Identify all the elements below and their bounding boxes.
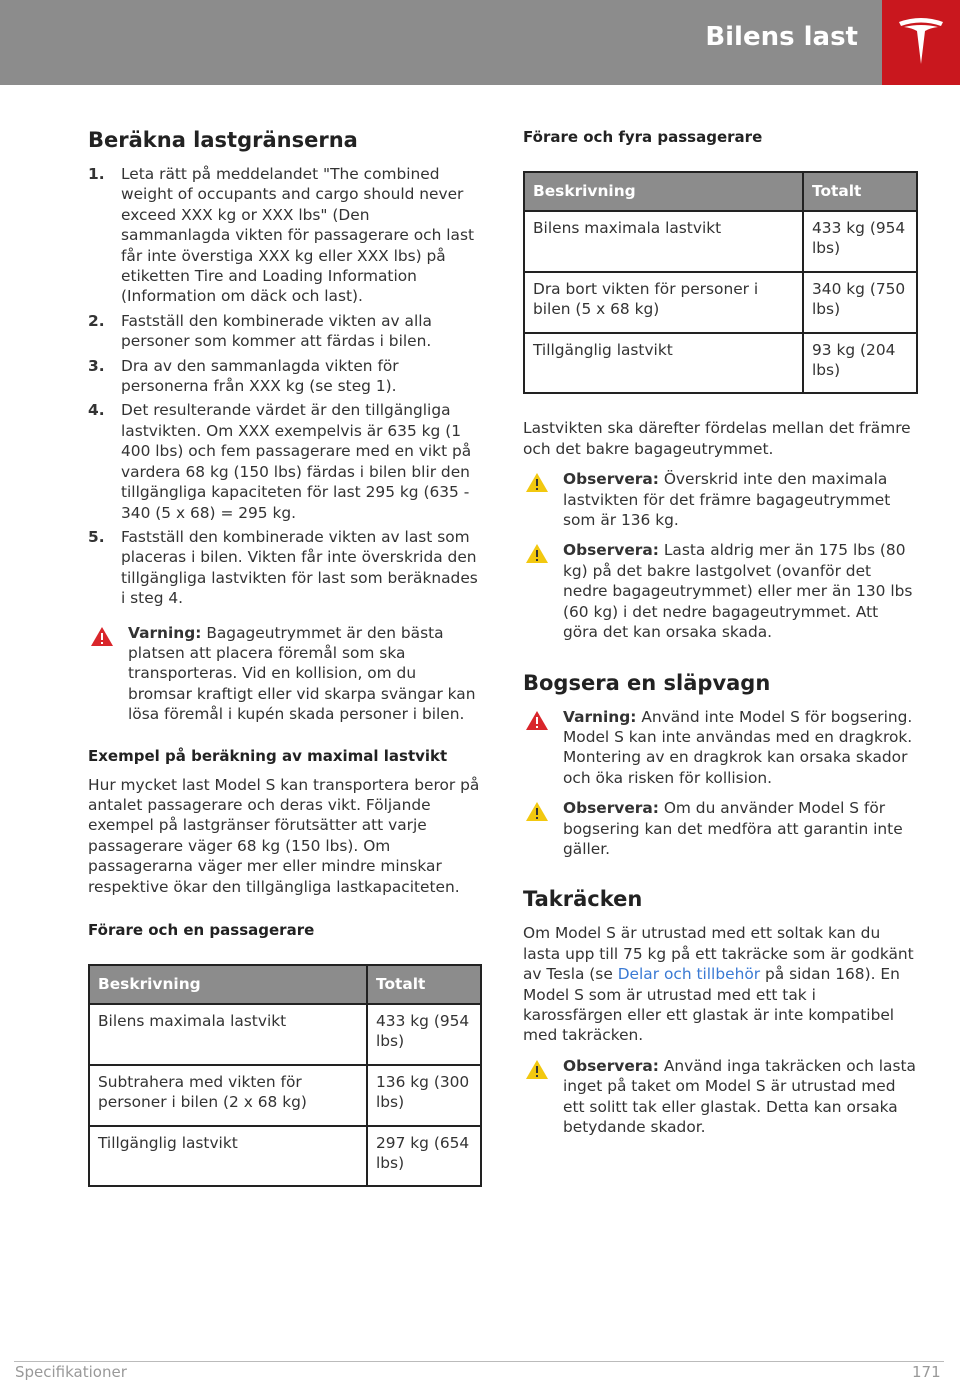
table-header: Totalt — [803, 172, 917, 211]
footer-section: Specifikationer — [15, 1363, 127, 1381]
table-header: Beskrivning — [524, 172, 803, 211]
table-heading-four-passengers: Förare och fyra passagerare — [523, 128, 763, 146]
footer-divider — [14, 1361, 944, 1362]
note-callout: Observera: Om du använder Model S för bogsering kan det medföra att garantin inte gäller. — [523, 798, 918, 859]
caution-icon — [525, 543, 549, 564]
page-number: 171 — [912, 1363, 941, 1381]
note-callout: Observera: Använd inga takräcken och lasta inget på taket om Model S är utrustad med ett solitt tak eller glastak. Detta kan orsaka betydande skador. — [523, 1056, 918, 1138]
example-heading: Exempel på beräkning av maximal lastvikt — [88, 746, 448, 765]
note-callout: Observera: Lasta aldrig mer än 175 lbs (80 kg) på det bakre lastgolvet (ovanför det nedre bagageutrymmet) eller mer än 130 lbs (60 kg) i det nedre bagageutrymmet. Att göra det kan orsaka skada. — [523, 540, 918, 642]
table-row: Tillgänglig lastvikt 93 kg (204 lbs) — [524, 333, 917, 394]
page-title: Bilens last — [705, 22, 858, 52]
list-item: 4. Det resulterande värdet är den tillgängliga lastvikten. Om XXX exempelvis är 635 kg (1 400 lbs) och fem passagerare med en vikt på vardera 68 kg (150 lbs) färdas i bilen blir den tillgängliga kapaciteten för last 295 kg (635 - 340 (5 x 68) = 295 kg. — [88, 401, 472, 522]
note-callout: Observera: Överskrid inte den maximala lastvikten för det främre bagageutrymmet som är 136 kg. — [523, 469, 918, 530]
left-column — [88, 128, 480, 1187]
table-row: Tillgänglig lastvikt 297 kg (654 lbs) — [89, 1126, 481, 1187]
example-text: Hur mycket last Model S kan transportera beror på antalet passagerare och deras vikt. Följande exempel på lastgränser förutsätter att varje passagerare väger 68 kg (150 lbs). Om passagerarna väger mer eller mindre minskar respektive ökar den tillgängliga lastkapaciteten. — [88, 775, 480, 896]
list-item: 2. Fastställ den kombinerade vikten av alla personer som kommer att färdas i bilen. — [88, 311, 432, 351]
roof-text: Om Model S är utrustad med ett soltak kan du lasta upp till 75 kg på ett takräcke som är godkänt av Tesla (se Delar och tillbehör på sidan 168). En Model S som är utrustad med ett tak i karossfärgen eller ett glastak är inte kompatibel med takräcken. — [523, 924, 914, 1045]
warning-callout: Varning: Bagageutrymmet är den bästa platsen att placera föremål som ska transporteras. Vid en kollision, om du bromsar kraftigt eller vid skarpa svängar kan lösa föremål i kupén skada personer i bilen. — [88, 623, 480, 725]
caution-icon — [525, 472, 549, 493]
table-row: Bilens maximala lastvikt 433 kg (954 lbs) — [524, 211, 917, 272]
list-item: 3. Dra av den sammanlagda vikten för personerna från XXX kg (se steg 1). — [88, 356, 399, 396]
steps-list — [88, 164, 480, 609]
caution-icon — [525, 801, 549, 822]
logo-box — [882, 0, 960, 85]
distribution-text: Lastvikten ska därefter fördelas mellan det främre och det bakre bagageutrymmet. — [523, 419, 911, 458]
table-row: Subtrahera med vikten för personer i bilen (2 x 68 kg) 136 kg (300 lbs) — [89, 1065, 481, 1126]
load-table-one-passenger — [88, 964, 482, 1187]
section-heading-load-limits: Beräkna lastgränserna — [88, 128, 358, 152]
caution-icon — [525, 1059, 549, 1080]
table-row: Dra bort vikten för personer i bilen (5 x 68 kg) 340 kg (750 lbs) — [524, 272, 917, 333]
right-column — [523, 128, 918, 1137]
tesla-logo-icon — [896, 16, 946, 68]
warning-icon — [90, 626, 114, 647]
list-item: 5. Fastställ den kombinerade vikten av last som placeras i bilen. Vikten får inte överskrida den tillgängliga lastvikten för last som beräknades i steg 4. — [88, 527, 478, 608]
warning-icon — [525, 710, 549, 731]
warning-callout: Varning: Använd inte Model S för bogsering. Model S kan inte användas med en dragkrok. Montering av en dragkrok kan orsaka skador och öka risken för kollision. — [523, 707, 918, 789]
table-header: Beskrivning — [89, 965, 367, 1004]
accessories-link[interactable]: Delar och tillbehör — [617, 965, 761, 984]
table-heading-one-passenger: Förare och en passagerare — [88, 921, 315, 939]
section-heading-roof-rack: Takräcken — [523, 887, 643, 912]
table-header: Totalt — [367, 965, 481, 1004]
header-bar — [0, 0, 960, 85]
table-row: Bilens maximala lastvikt 433 kg (954 lbs) — [89, 1004, 481, 1065]
section-heading-towing: Bogsera en släpvagn — [523, 670, 771, 695]
list-item: 1. Leta rätt på meddelandet "The combined weight of occupants and cargo should never exceed XXX kg or XXX lbs" (Den sammanlagda vikten för passagerare och last får inte överstiga XXX kg eller XXX lbs) på etiketten Tire and Loading Information (Information om däck och last). — [88, 165, 474, 306]
load-table-four-passengers — [523, 171, 918, 394]
